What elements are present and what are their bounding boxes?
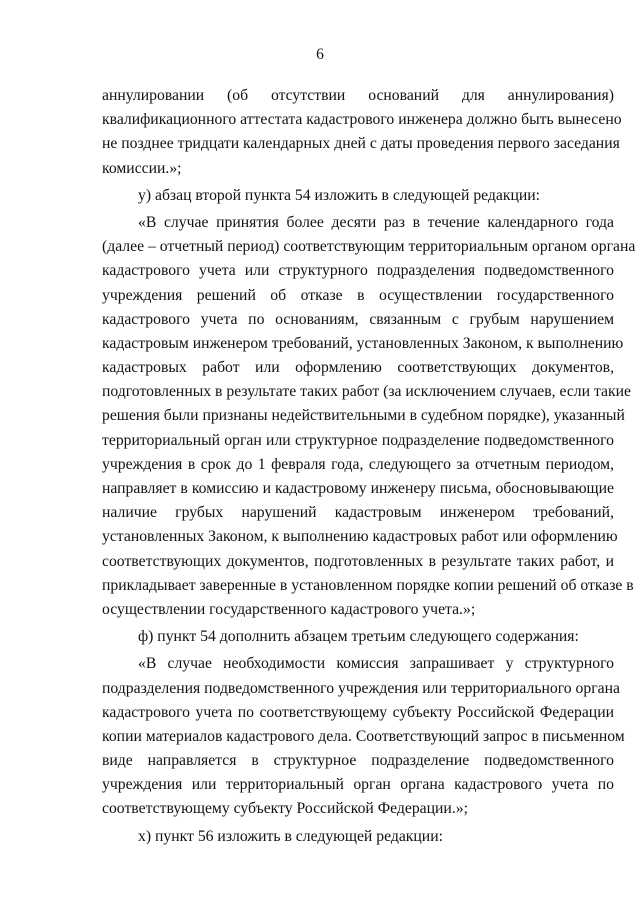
text-line: территориальный орган или структурное подразделение подведомственного <box>102 431 614 449</box>
text-line: х) пункт 56 изложить в следующей редакции: <box>138 827 443 845</box>
text-line: осуществлении государственного кадастрового учета.»; <box>102 600 476 618</box>
text-line: «В случае необходимости комиссия запрашивает у структурного <box>138 655 614 673</box>
text-line: комиссии.»; <box>102 159 182 177</box>
text-line: решения были признаны недействительными в судебном порядке), указанный <box>102 407 625 425</box>
text-line: аннулировании (об отсутствии оснований для аннулирования) <box>102 87 614 104</box>
text-line: подразделения подведомственного учреждения или территориального органа <box>102 679 620 697</box>
text-line: «В случае принятия более десяти раз в течение календарного года <box>138 213 614 231</box>
text-line: копии материалов кадастрового дела. Соответствующий запрос в письменном <box>102 727 625 745</box>
text-line: соответствующему субъекту Российской Федерации.»; <box>102 800 468 818</box>
text-line: учреждения или территориальный орган органа кадастрового учета по <box>102 776 614 794</box>
text-line: установленных Законом, к выполнению кадастровых работ или оформлению <box>102 528 618 546</box>
text-line: кадастрового учета по соответствующему субъекту Российской Федерации <box>102 703 614 721</box>
text-line: кадастровых работ или оформлению соответствующих документов, <box>102 359 614 377</box>
text-line: кадастровым инженером требований, установленных Законом, к выполнению <box>102 334 624 352</box>
document-body <box>102 84 636 849</box>
text-line: не позднее тридцати календарных дней с даты проведения первого заседания <box>102 135 620 153</box>
text-line: кадастрового учета по основаниям, связанным с грубым нарушением <box>102 310 614 328</box>
text-line: учреждения решений об отказе в осуществлении государственного <box>102 286 614 304</box>
page-number: 6 <box>316 46 324 63</box>
text-line: направляет в комиссию и кадастровому инженеру письма, обосновывающие <box>102 480 614 497</box>
text-line: наличие грубых нарушений кадастровым инженером требований, <box>102 504 614 522</box>
text-line: подготовленных в результате таких работ (за исключением случаев, если такие <box>102 383 631 401</box>
text-line: ф) пункт 54 дополнить абзацем третьим следующего содержания: <box>138 628 579 646</box>
text-line: (далее – отчетный период) соответствующим территориальным органом органа <box>102 238 636 256</box>
text-line: прикладывает заверенные в установленном порядке копии решений об отказе в <box>102 576 634 594</box>
text-line: у) абзац второй пункта 54 изложить в следующей редакции: <box>138 186 541 204</box>
text-line: виде направляется в структурное подразделение подведомственного <box>102 752 614 770</box>
text-line: соответствующих документов, подготовленных в результате таких работ, и <box>102 552 614 570</box>
text-line: квалификационного аттестата кадастрового инженера должно быть вынесено <box>102 111 622 129</box>
text-line: кадастрового учета или структурного подразделения подведомственного <box>102 262 614 280</box>
text-line: учреждения в срок до 1 февраля года, следующего за отчетным периодом, <box>102 455 614 473</box>
